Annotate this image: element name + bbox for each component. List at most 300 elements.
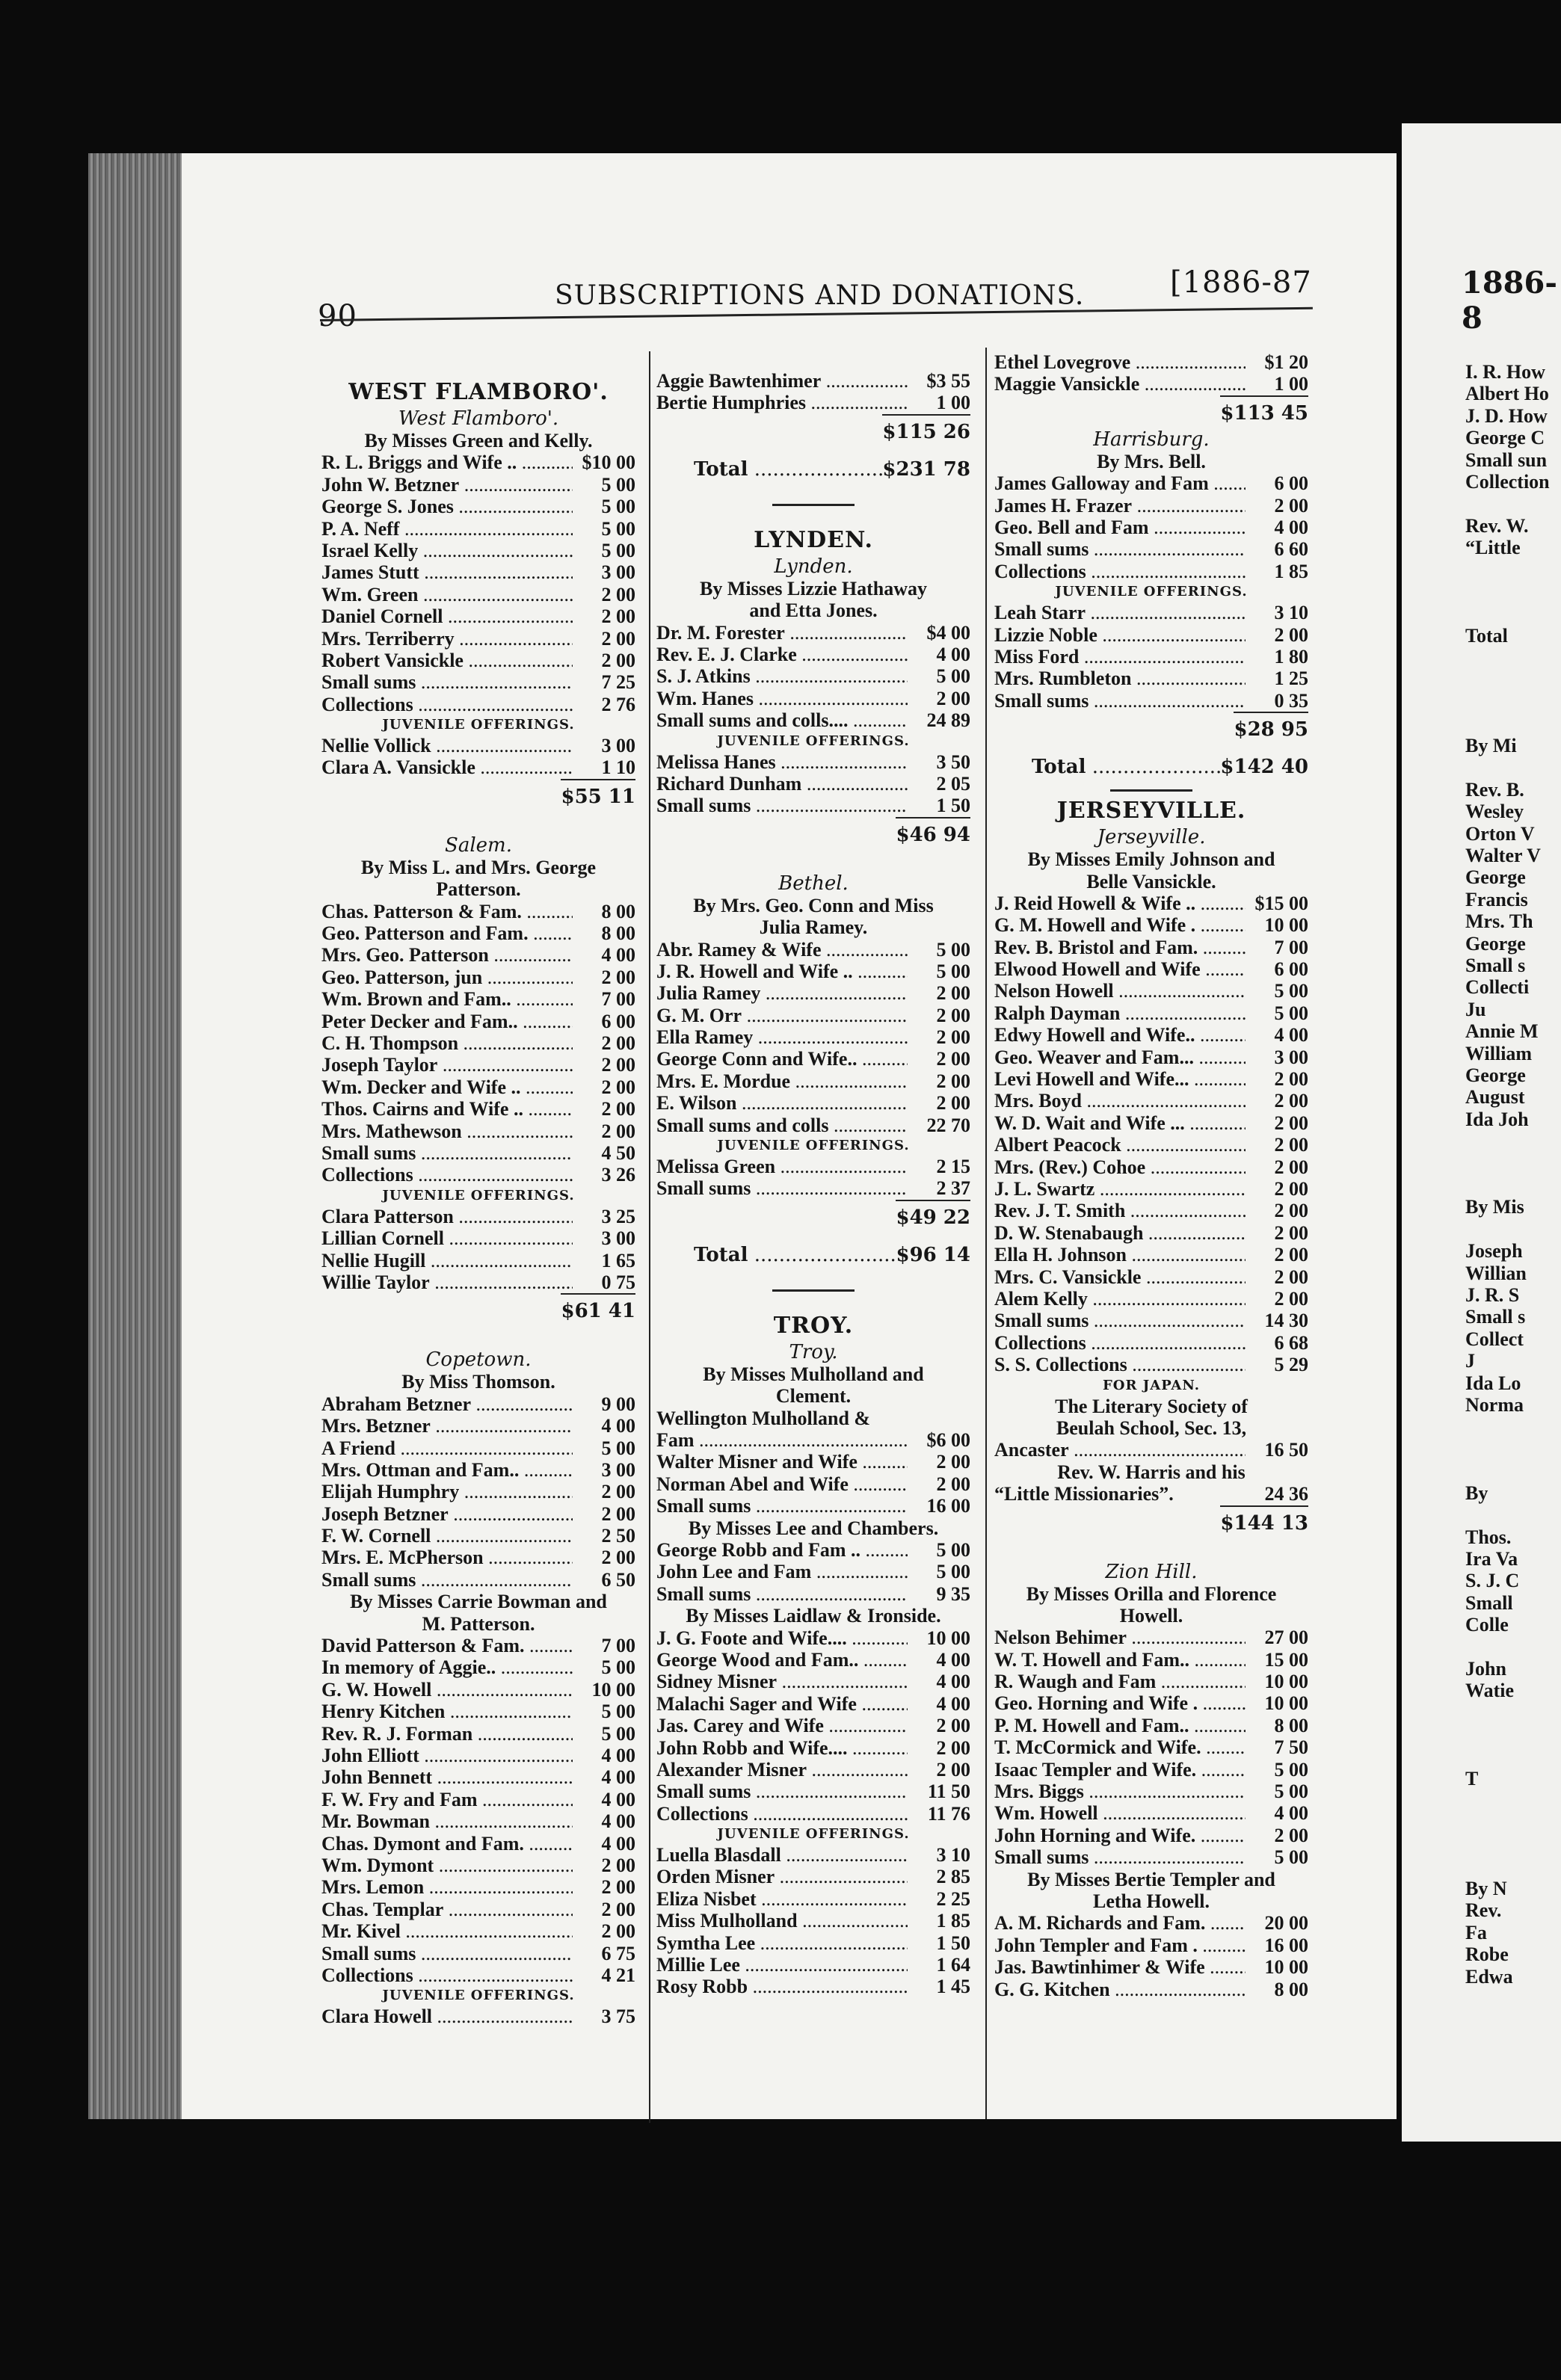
donation-amount: 2 15 xyxy=(936,1156,970,1178)
column-divider-2 xyxy=(985,348,987,2119)
donor-name: Maggie Vansickle ..... xyxy=(994,373,1246,395)
donation-amount: 8 00 xyxy=(601,922,635,945)
collector-line: By Misses Emily Johnson and xyxy=(1027,848,1275,871)
donor-name: Richard Dunham ..... xyxy=(656,773,908,795)
donation-amount: 6 75 xyxy=(601,1942,635,1964)
donor-name: Small sums ..... xyxy=(656,1177,908,1199)
donor-name: C. H. Thompson ..... xyxy=(321,1032,573,1054)
donation-amount: 2 00 xyxy=(601,1854,635,1876)
right-page-line: T xyxy=(1465,1768,1479,1789)
donor-name: Small sums ..... xyxy=(994,1846,1246,1868)
right-page-line: John xyxy=(1465,1657,1506,1680)
donation-amount: 5 00 xyxy=(1274,1758,1308,1781)
list-item xyxy=(321,518,635,540)
list-item xyxy=(321,1766,635,1788)
list-item xyxy=(321,1547,635,1568)
donation-amount: 11 76 xyxy=(927,1802,970,1825)
list-item xyxy=(321,496,635,517)
right-page-line xyxy=(1465,669,1561,691)
donation-amount: 2 00 xyxy=(601,1920,635,1943)
donor-name: Ralph Dayman ..... xyxy=(994,1002,1246,1024)
donation-amount: 9 35 xyxy=(936,1582,970,1605)
list-item xyxy=(321,1810,635,1832)
list-item xyxy=(994,1802,1308,1824)
donor-name: Mrs. Terriberry ..... xyxy=(321,628,573,650)
donor-name: Lillian Cornell ..... xyxy=(321,1227,573,1249)
donation-amount: 0 35 xyxy=(1274,689,1308,712)
donation-amount: $6 00 xyxy=(926,1429,970,1452)
donation-amount: 2 00 xyxy=(601,1098,635,1120)
donation-amount: 4 00 xyxy=(601,944,635,967)
entry-list xyxy=(994,472,1308,582)
donor-name: Geo. Patterson and Fam. ..... xyxy=(321,922,573,944)
donor-name: Rev. E. J. Clarke ..... xyxy=(656,644,908,665)
donor-name: Collections ..... xyxy=(994,1332,1246,1354)
donation-amount: 4 00 xyxy=(601,1788,635,1810)
donor-name: G. M. Howell and Wife . ..... xyxy=(994,914,1246,936)
right-page-line: Collect xyxy=(1465,1328,1524,1350)
donation-amount: 3 10 xyxy=(1274,602,1308,624)
donation-amount: 2 00 xyxy=(601,1502,635,1525)
right-page-line: “Little xyxy=(1465,537,1521,559)
donor-name: Henry Kitchen ..... xyxy=(321,1701,573,1722)
donation-amount: 2 85 xyxy=(936,1866,970,1888)
list-item xyxy=(321,561,635,583)
donation-amount: 2 00 xyxy=(1274,1134,1308,1156)
juvenile-label: JUVENILE OFFERINGS. xyxy=(717,1826,910,1843)
list-item xyxy=(321,1855,635,1876)
donation-amount: 10 00 xyxy=(1264,1956,1308,1979)
right-page-line: Rev. B. xyxy=(1465,778,1524,801)
donation-amount: 5 00 xyxy=(936,938,970,961)
donor-name: Elijah Humphry ..... xyxy=(321,1481,573,1502)
donation-amount: 4 50 xyxy=(601,1141,635,1164)
harris-line: Rev. W. Harris and his xyxy=(1057,1461,1246,1483)
list-item xyxy=(321,735,635,756)
list-item xyxy=(656,1759,970,1781)
right-page-line: By N xyxy=(1465,1878,1507,1900)
donation-amount: 5 00 xyxy=(601,1437,635,1459)
donor-name: Levi Howell and Wife... ..... xyxy=(994,1068,1246,1090)
donor-name: G. G. Kitchen ..... xyxy=(994,1979,1246,2000)
right-page-line: Small s xyxy=(1465,1306,1526,1328)
donor-name: Geo. Patterson, jun ..... xyxy=(321,967,573,988)
donor-name: Willie Taylor ..... xyxy=(321,1271,573,1293)
donor-name: J. G. Foote and Wife.... ..... xyxy=(656,1627,908,1649)
entry-list xyxy=(656,370,970,414)
donation-amount: 10 00 xyxy=(926,1627,970,1649)
list-item xyxy=(656,1092,970,1114)
donor-name: Mrs. Boyd ..... xyxy=(994,1090,1246,1112)
right-page-line: George xyxy=(1465,1064,1526,1086)
donor-name: Bertie Humphries ..... xyxy=(656,392,908,413)
donor-name: Small sums and colls ..... xyxy=(656,1115,908,1136)
collector-line: By Miss Thomson. xyxy=(401,1371,555,1393)
donor-name: J. R. Howell and Wife .. ..... xyxy=(656,961,908,982)
right-page-line: Ira Va xyxy=(1465,1547,1518,1570)
collector-line: By Mrs. Geo. Conn and Miss xyxy=(693,894,934,916)
donor-name: Nellie Hugill ..... xyxy=(321,1250,573,1271)
donation-amount: 4 00 xyxy=(936,1692,970,1715)
subtotal: $144 13 xyxy=(994,1505,1308,1538)
donation-amount: 2 00 xyxy=(936,1451,970,1473)
donation-amount: 5 00 xyxy=(601,473,635,496)
donation-amount: 2 00 xyxy=(936,1092,970,1115)
list-item xyxy=(321,1437,635,1459)
donor-name: Dr. M. Forester ..... xyxy=(656,622,908,644)
right-page-line: Small xyxy=(1465,1591,1513,1614)
donor-name: Jas. Bawtinhimer & Wife ..... xyxy=(994,1956,1246,1978)
list-item xyxy=(321,1920,635,1942)
list-item xyxy=(994,1781,1308,1802)
donation-amount: 2 00 xyxy=(601,1876,635,1899)
right-page-line: I. R. How xyxy=(1465,361,1545,383)
donor-name: Wm. Hanes ..... xyxy=(656,688,908,709)
right-page-line xyxy=(1465,647,1561,668)
donor-name: Wm. Brown and Fam.. ..... xyxy=(321,988,573,1010)
donor-name: Collections ..... xyxy=(656,1803,908,1825)
donation-amount: 10 00 xyxy=(1264,1671,1308,1693)
collector-line: Belle Vansickle. xyxy=(1086,870,1216,892)
place-name: Troy. xyxy=(789,1340,838,1363)
donor-name: Fam ..... xyxy=(656,1429,908,1451)
list-item xyxy=(321,1833,635,1855)
donation-amount: 5 00 xyxy=(1274,1846,1308,1869)
donation-amount: 27 00 xyxy=(1264,1627,1308,1649)
list-item xyxy=(321,944,635,966)
list-item xyxy=(656,1910,970,1932)
donation-amount: 2 00 xyxy=(1274,1177,1308,1200)
list-item xyxy=(656,939,970,961)
list-item xyxy=(656,1888,970,1910)
collector-line: By Misses Carrie Bowman and xyxy=(350,1591,607,1613)
list-item xyxy=(321,1271,635,1293)
donation-amount: $15 00 xyxy=(1254,892,1308,914)
list-item xyxy=(656,1781,970,1802)
donor-name: Mrs. Lemon ..... xyxy=(321,1876,573,1898)
list-item xyxy=(656,644,970,665)
grand-total: Total ..... $96 14 xyxy=(656,1240,970,1270)
donor-name: S. J. Atkins ..... xyxy=(656,665,908,687)
donation-amount: 2 00 xyxy=(1274,1244,1308,1266)
donor-name: Geo. Bell and Fam ..... xyxy=(994,517,1246,538)
right-page-line: By xyxy=(1465,1482,1488,1504)
section-heading: WEST FLAMBORO'. xyxy=(348,379,609,405)
subtotal: $49 22 xyxy=(656,1200,970,1233)
donor-name: Small sums ..... xyxy=(656,1583,908,1605)
donation-amount: 5 00 xyxy=(601,1701,635,1723)
list-item xyxy=(656,1451,970,1473)
donation-amount: 1 45 xyxy=(936,1976,970,1998)
donation-amount: 2 50 xyxy=(601,1525,635,1547)
donation-amount: 2 00 xyxy=(601,1032,635,1055)
donation-amount: 1 10 xyxy=(601,756,635,779)
donor-name: Mrs. Betzner ..... xyxy=(321,1415,573,1437)
donation-amount: 2 00 xyxy=(1274,623,1308,646)
donor-name: Wm. Dymont ..... xyxy=(321,1855,573,1876)
list-item xyxy=(321,1054,635,1076)
donor-name: Small sums ..... xyxy=(321,671,573,693)
collector-line: By Misses Bertie Templer and xyxy=(1027,1868,1275,1890)
donor-name: Jas. Carey and Wife ..... xyxy=(656,1715,908,1736)
subtotal: $61 41 xyxy=(321,1293,635,1326)
right-page-line: Collection xyxy=(1465,471,1550,493)
right-page-line: Edwa xyxy=(1465,1965,1513,1988)
list-item xyxy=(321,1964,635,1986)
list-item xyxy=(994,646,1308,668)
right-page-line xyxy=(1465,493,1561,514)
collector-line: By Miss L. and Mrs. George xyxy=(360,856,597,878)
right-page-line xyxy=(1465,581,1561,602)
donation-amount: 2 00 xyxy=(1274,1156,1308,1178)
collector-line: Howell. xyxy=(1119,1604,1183,1627)
donation-amount: 8 00 xyxy=(601,900,635,922)
donor-name: John W. Betzner ..... xyxy=(321,474,573,496)
donation-amount: 5 00 xyxy=(601,517,635,540)
donation-amount: 2 00 xyxy=(1274,1112,1308,1134)
donation-amount: $3 55 xyxy=(926,369,970,392)
donor-name: Small sums ..... xyxy=(994,1310,1246,1331)
list-item xyxy=(321,650,635,671)
list-item xyxy=(994,1244,1308,1265)
donation-amount: 4 00 xyxy=(1274,1024,1308,1046)
donation-amount: $10 00 xyxy=(582,451,635,474)
donor-name: Collections ..... xyxy=(321,1964,573,1986)
donation-amount: 5 00 xyxy=(1274,980,1308,1002)
right-page-line: S. J. C xyxy=(1465,1570,1520,1592)
donation-amount: 1 64 xyxy=(936,1954,970,1976)
donation-amount: 4 21 xyxy=(601,1964,635,1986)
list-item xyxy=(656,1005,970,1026)
right-page-line: George C xyxy=(1465,427,1545,449)
right-page-line xyxy=(1465,1130,1561,1152)
donor-name: Chas. Patterson & Fam. ..... xyxy=(321,901,573,922)
donor-name: Ethel Lovegrove ..... xyxy=(994,351,1246,373)
list-item xyxy=(994,1112,1308,1134)
donation-amount: 7 00 xyxy=(601,988,635,1011)
list-item xyxy=(656,1866,970,1887)
list-item xyxy=(321,451,635,473)
donation-amount: 0 75 xyxy=(601,1271,635,1293)
entry-list xyxy=(656,1627,970,1825)
donor-name: Ella Ramey ..... xyxy=(656,1026,908,1048)
list-item xyxy=(656,709,970,731)
donor-name: T. McCormick and Wife. ..... xyxy=(994,1736,1246,1758)
donation-amount: 2 00 xyxy=(601,1120,635,1142)
list-item xyxy=(994,1024,1308,1046)
right-page-line: Ida Joh xyxy=(1465,1108,1529,1130)
right-page-header: 1886-8 xyxy=(1462,265,1557,336)
donor-name: P. A. Neff ..... xyxy=(321,518,573,540)
donor-name: Orden Misner ..... xyxy=(656,1866,908,1887)
entry-list xyxy=(656,622,970,732)
right-page-line: Small s xyxy=(1465,954,1526,976)
list-item xyxy=(656,1671,970,1692)
donation-amount: 2 00 xyxy=(936,1736,970,1759)
donor-name: Small sums ..... xyxy=(321,1142,573,1164)
donor-name: James Galloway and Fam ..... xyxy=(994,472,1246,494)
list-item xyxy=(994,517,1308,538)
donation-amount: 16 50 xyxy=(1264,1439,1308,1461)
list-item xyxy=(656,961,970,982)
donor-name: Mrs. Ottman and Fam.. ..... xyxy=(321,1459,573,1481)
donation-amount: 6 00 xyxy=(601,1010,635,1032)
donation-amount: 1 25 xyxy=(1274,668,1308,690)
donor-name: Nelson Behimer ..... xyxy=(994,1627,1246,1648)
list-item xyxy=(656,1539,970,1561)
donor-name: Walter Misner and Wife ..... xyxy=(656,1451,908,1473)
donation-amount: 2 00 xyxy=(1274,1287,1308,1310)
donor-name: Clara A. Vansickle ..... xyxy=(321,756,573,778)
donor-name: Mr. Bowman ..... xyxy=(321,1810,573,1832)
list-item xyxy=(994,1068,1308,1090)
list-item xyxy=(994,495,1308,517)
donor-name: In memory of Aggie.. ..... xyxy=(321,1656,573,1678)
donation-amount: 2 00 xyxy=(1274,1090,1308,1112)
donor-name: Rev. B. Bristol and Fam. ..... xyxy=(994,937,1246,958)
right-page-line xyxy=(1465,1636,1561,1658)
donation-amount: 6 60 xyxy=(1274,538,1308,561)
entry-list xyxy=(994,351,1308,395)
entry-list xyxy=(656,939,970,1137)
donation-amount: 2 00 xyxy=(936,1758,970,1781)
donor-name: Edwy Howell and Wife.. ..... xyxy=(994,1024,1246,1046)
list-item xyxy=(656,1954,970,1976)
list-item xyxy=(656,1803,970,1825)
donation-amount: 2 00 xyxy=(1274,1265,1308,1288)
entry-list xyxy=(994,602,1308,712)
right-page-line: Joseph xyxy=(1465,1240,1523,1263)
donor-name: Small sums ..... xyxy=(321,1569,573,1591)
list-item xyxy=(994,1002,1308,1024)
right-page-line xyxy=(1465,1789,1561,1811)
subtotal: $113 45 xyxy=(994,395,1308,428)
right-page-line: Rev. W. xyxy=(1465,514,1529,537)
donation-amount: 4 00 xyxy=(601,1766,635,1789)
list-item xyxy=(994,914,1308,936)
right-page-line xyxy=(1465,1504,1561,1526)
list-item xyxy=(321,1393,635,1415)
donor-name: Albert Peacock ..... xyxy=(994,1134,1246,1156)
donation-amount: 24 89 xyxy=(926,709,970,732)
donor-name: George Robb and Fam .. ..... xyxy=(656,1539,908,1561)
donor-name: Small sums ..... xyxy=(656,795,908,816)
list-item xyxy=(321,1098,635,1120)
list-item xyxy=(321,1525,635,1547)
donation-amount: $4 00 xyxy=(926,621,970,644)
donation-amount: 1 00 xyxy=(1274,373,1308,395)
list-item xyxy=(656,688,970,709)
donor-name: W. D. Wait and Wife ... ..... xyxy=(994,1112,1246,1134)
donor-name: Mr. Kivel ..... xyxy=(321,1920,573,1942)
grand-total: Total ..... $231 78 xyxy=(656,454,970,484)
donor-name: Isaac Templer and Wife. ..... xyxy=(994,1759,1246,1781)
right-page-line: Watie xyxy=(1465,1680,1514,1702)
donation-amount: 2 00 xyxy=(601,1481,635,1503)
right-page-line: Total xyxy=(1465,624,1508,647)
list-item xyxy=(656,392,970,413)
list-item xyxy=(321,901,635,922)
donor-name: F. W. Cornell ..... xyxy=(321,1525,573,1547)
column-divider-1 xyxy=(649,351,650,2123)
donor-name: R. L. Briggs and Wife .. ..... xyxy=(321,451,573,473)
donor-name: Mrs. Geo. Patterson ..... xyxy=(321,944,573,966)
list-item xyxy=(321,1227,635,1249)
donation-amount: 6 50 xyxy=(601,1568,635,1591)
list-item xyxy=(321,540,635,561)
list-item xyxy=(994,1200,1308,1221)
donation-amount: 16 00 xyxy=(1264,1934,1308,1956)
right-page-line: Willian xyxy=(1465,1262,1527,1284)
collector-line: By Mrs. Bell. xyxy=(1097,450,1206,472)
donation-amount: 15 00 xyxy=(1264,1648,1308,1671)
right-page-line: Orton V xyxy=(1465,822,1535,845)
place-name: West Flamboro'. xyxy=(398,407,559,430)
donor-name: Millie Lee ..... xyxy=(656,1954,908,1976)
donor-name: D. W. Stenabaugh ..... xyxy=(994,1222,1246,1244)
donation-amount: 6 68 xyxy=(1274,1331,1308,1354)
donor-name: G. M. Orr ..... xyxy=(656,1005,908,1026)
donor-name: Wm. Green ..... xyxy=(321,584,573,605)
donor-name: Israel Kelly ..... xyxy=(321,540,573,561)
entry-list xyxy=(321,901,635,1186)
collector-line: Julia Ramey. xyxy=(759,916,868,939)
donation-amount: 2 00 xyxy=(936,1473,970,1495)
donation-amount: 5 00 xyxy=(601,539,635,561)
donation-amount: 2 00 xyxy=(936,1026,970,1049)
list-item xyxy=(994,690,1308,712)
list-item xyxy=(321,756,635,778)
list-item xyxy=(994,937,1308,958)
donor-name: Small sums ..... xyxy=(994,538,1246,560)
donation-amount: 3 00 xyxy=(1274,1046,1308,1068)
entry-list xyxy=(321,451,635,715)
right-page-line: Ju xyxy=(1465,998,1486,1020)
donor-name: Abr. Ramey & Wife ..... xyxy=(656,939,908,961)
list-item xyxy=(321,584,635,605)
donor-name: Chas. Dymont and Fam. ..... xyxy=(321,1833,573,1855)
list-item xyxy=(321,1723,635,1745)
list-item xyxy=(994,1649,1308,1671)
donor-name: James H. Frazer ..... xyxy=(994,495,1246,517)
right-page-line xyxy=(1465,1416,1561,1438)
donor-name: Norman Abel and Wife ..... xyxy=(656,1473,908,1495)
donor-name: Mrs. (Rev.) Cohoe ..... xyxy=(994,1156,1246,1178)
donation-amount: 1 65 xyxy=(601,1249,635,1271)
donor-name: W. T. Howell and Fam.. ..... xyxy=(994,1649,1246,1671)
right-page-line xyxy=(1465,602,1561,624)
list-item xyxy=(656,1627,970,1649)
running-years: [1886-87 xyxy=(1170,265,1312,300)
donation-amount: 2 00 xyxy=(601,583,635,605)
donor-name: Leah Starr ..... xyxy=(994,602,1246,623)
list-item xyxy=(994,1178,1308,1200)
donation-amount: 1 85 xyxy=(1274,560,1308,582)
list-item xyxy=(994,1692,1308,1714)
donor-name: Small sums ..... xyxy=(656,1495,908,1517)
right-page-line: Walter V xyxy=(1465,844,1541,866)
donation-amount: 10 00 xyxy=(591,1678,635,1701)
list-item xyxy=(321,1569,635,1591)
list-item xyxy=(994,1934,1308,1956)
donor-name: Clara Howell ..... xyxy=(321,2006,573,2027)
right-page-line: By Mi xyxy=(1465,734,1517,756)
donation-amount: 2 00 xyxy=(936,1048,970,1070)
juvenile-label: JUVENILE OFFERINGS. xyxy=(382,717,575,733)
donation-amount: 2 00 xyxy=(601,627,635,650)
donation-amount: 3 26 xyxy=(601,1164,635,1186)
list-item xyxy=(321,474,635,496)
